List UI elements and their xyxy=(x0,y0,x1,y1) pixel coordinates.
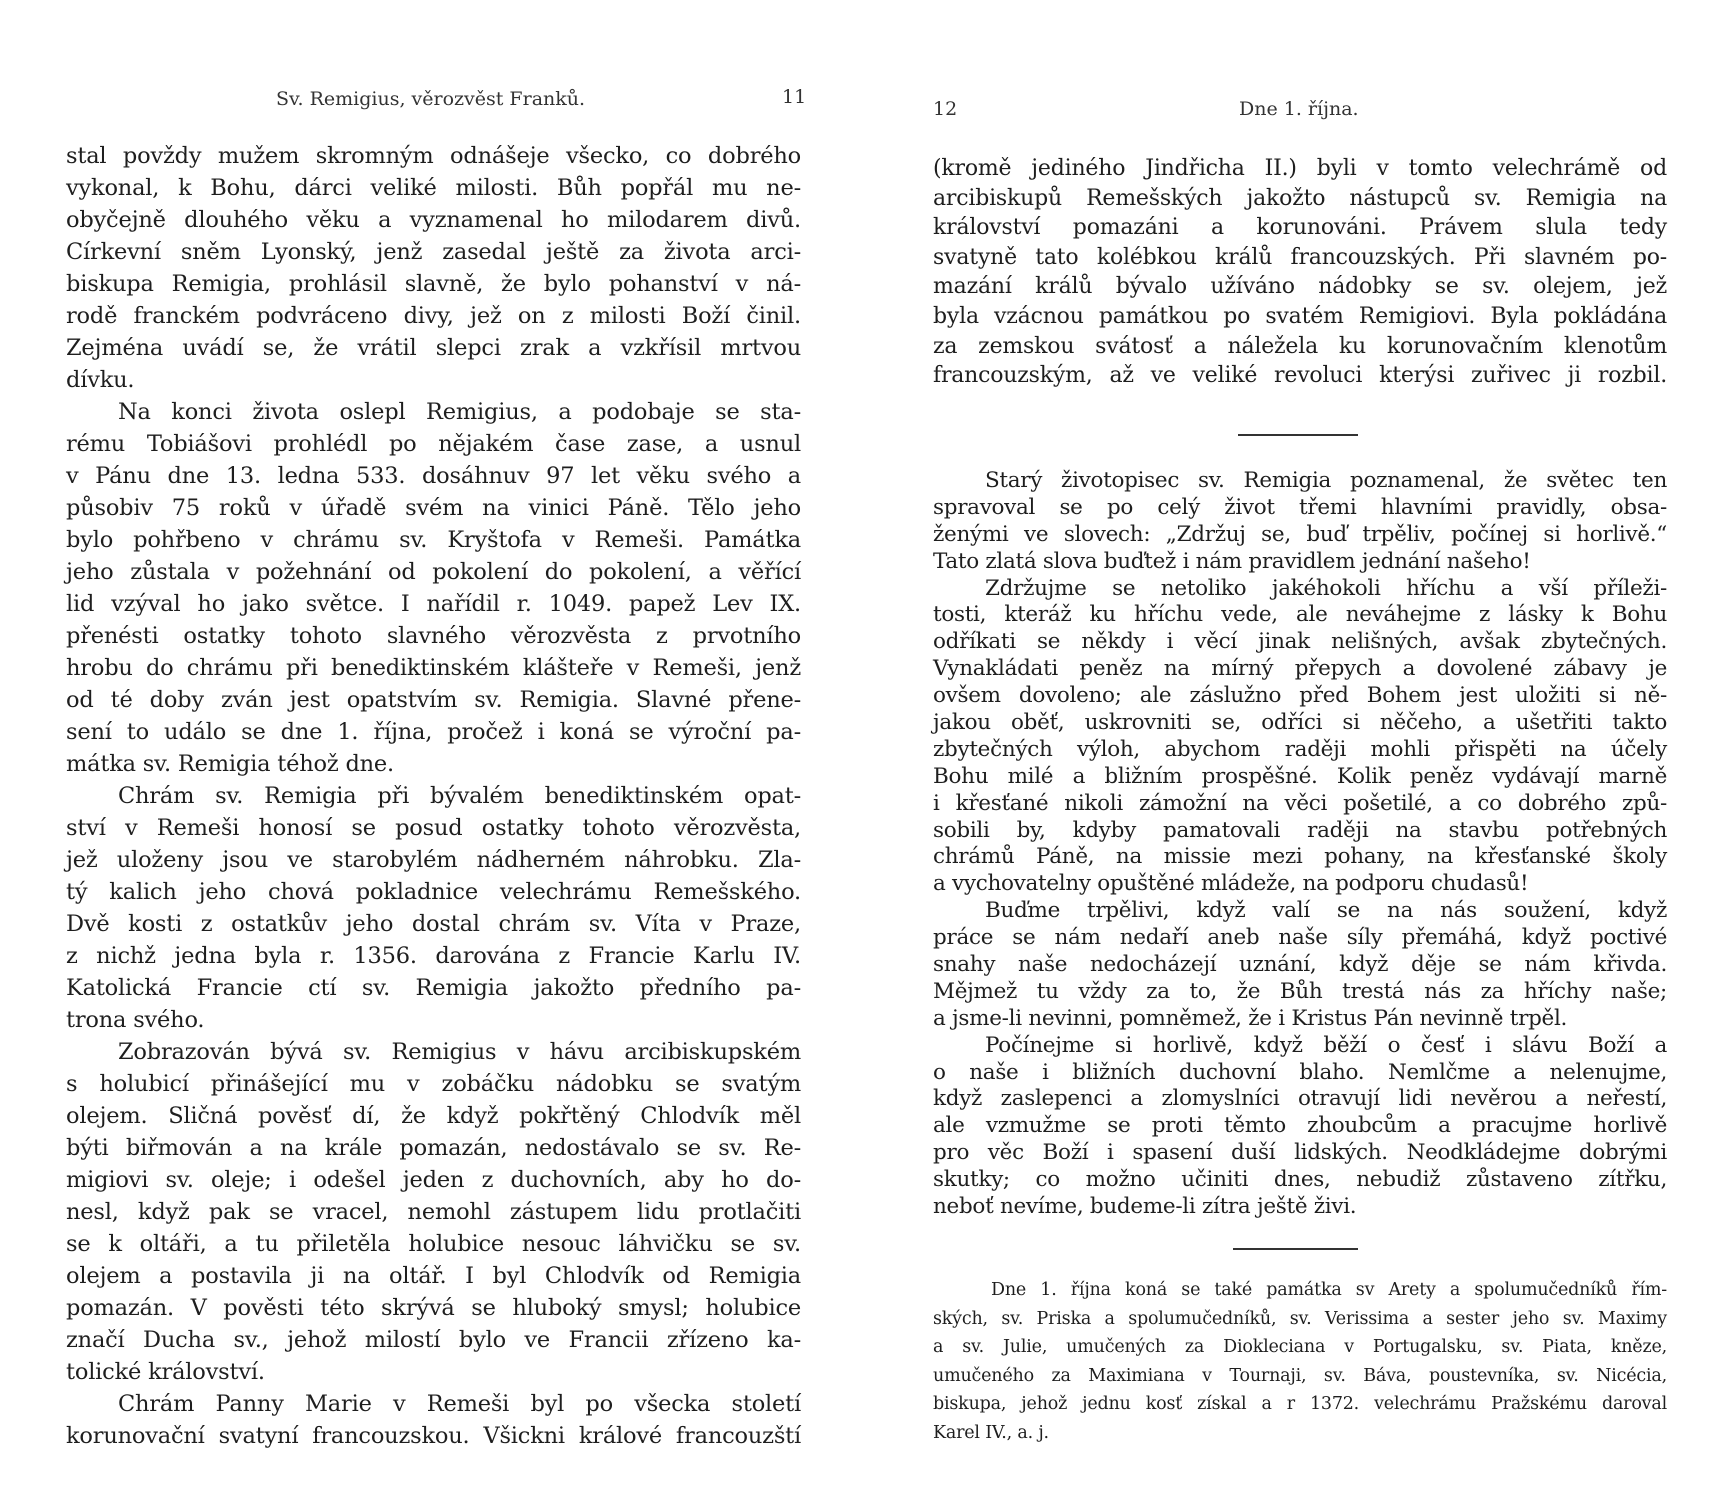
text-line: stal povždy mužem skromným odnášeje všecko, co dobrého xyxy=(66,143,801,169)
text-line: Katolická Francie ctí sv. Remigia jakožto předního pa- xyxy=(66,975,801,1001)
text-line: Počínejme si horlivě, když běží o česť i slávu Boží a xyxy=(985,1032,1667,1058)
text-line: chrámů Páně, na missie mezi pohany, na křesťanské školy xyxy=(933,844,1667,870)
text-line: království pomazáni a korunováni. Právem slula tedy xyxy=(933,215,1667,241)
text-line: Zejména uvádí se, že vrátil slepci zrak a vzkřísil mrtvou xyxy=(66,335,801,361)
page-number-left: 11 xyxy=(782,86,807,108)
text-line: přenésti ostatky tohoto slavného věrozvěsta z prvotního xyxy=(66,623,801,649)
text-line: trona svého. xyxy=(66,1007,205,1033)
text-line: v Pánu dne 13. ledna 533. dosáhnuv 97 let věku svého a xyxy=(66,463,801,489)
text-line: tolické království. xyxy=(66,1359,265,1385)
text-line: býti biřmován a na krále pomazán, nedostávalo se sv. Re- xyxy=(66,1135,801,1161)
text-line: Chrám sv. Remigia při bývalém benediktinském opat- xyxy=(118,783,801,809)
text-line: jakou oběť, uskrovniti se, odříci si něčeho, a ušetřiti takto xyxy=(933,710,1667,736)
text-line: neboť nevíme, budeme-li zítra ještě živi. xyxy=(933,1194,1357,1220)
text-line: tý kalich jeho chová pokladnice velechrámu Remešského. xyxy=(66,879,801,905)
text-line: biskupa, jehož jednu kosť získal a r 1372. velechrámu Pražskému daroval xyxy=(933,1394,1667,1415)
text-line: odříkati se někdy i věcí jinak nelišných, avšak zbytečných. xyxy=(933,629,1667,655)
text-line: pro věc Boží i spasení duší lidských. Neodkládejme dobrými xyxy=(933,1140,1667,1166)
text-line: byla vzácnou památkou po svatém Remigiovi. Byla pokládána xyxy=(933,303,1667,329)
text-line: mazání králů bývalo užíváno nádobky se sv. olejem, jež xyxy=(933,274,1667,300)
text-line: pomazán. V pověsti této skrývá se hluboký smysl; holubice xyxy=(66,1295,801,1321)
text-line: biskupa Remigia, prohlásil slavně, že bylo pohanství v ná- xyxy=(66,271,801,297)
text-line: sobili by, kdyby pamatovali raději na stavbu potřebných xyxy=(933,817,1667,843)
text-line: když zaslepenci a zlomyslníci otravují lidi nevěrou a neřestí, xyxy=(933,1086,1667,1112)
text-line: ských, sv. Priska a spolumučedníků, sv. Verissima a sester jeho sv. Maximy xyxy=(933,1308,1667,1329)
text-line: dívku. xyxy=(66,367,135,393)
text-line: rodě franckém podvráceno divy, jež on z milosti Boží činil. xyxy=(66,303,801,329)
text-line: od té doby zván jest opatstvím sv. Remigia. Slavné přene- xyxy=(66,687,801,713)
text-line: (kromě jediného Jindřicha II.) byli v tomto velechrámě od xyxy=(933,156,1667,181)
running-head-left: Sv. Remigius, věrozvěst Franků. xyxy=(276,88,586,110)
text-line: i křesťané nikoli zámožní na věci pošetilé, a co dobrého způ- xyxy=(933,790,1667,816)
text-line: migiovi sv. oleje; i odešel jeden z duchovních, aby ho do- xyxy=(66,1167,801,1193)
text-line: Dvě kosti z ostatkův jeho dostal chrám sv. Víta v Praze, xyxy=(66,911,801,937)
text-line: vykonal, k Bohu, dárci veliké milosti. Bůh popřál mu ne- xyxy=(66,175,801,201)
page-number-right: 12 xyxy=(933,98,958,120)
left-body-text xyxy=(66,140,801,1452)
right-reflection-text xyxy=(933,468,1667,1221)
text-line: z nichž jedna byla r. 1356. darována z Francie Karlu IV. xyxy=(66,943,801,969)
text-line: Zdržujme se netoliko jakéhokoli hříchu a vší příleži- xyxy=(985,575,1667,601)
text-line: Dne 1. října koná se také památka sv Arety a spolumučedníků řím- xyxy=(991,1280,1667,1300)
text-line: svatyně tato kolébkou králů francouzských. Při slavném po- xyxy=(933,244,1667,270)
text-line: rému Tobiášovi prohlédl po nějakém čase zase, a usnul xyxy=(66,431,801,457)
text-line: práce se nám nedaří aneb naše síly přemáhá, když poctivé xyxy=(933,925,1667,951)
text-line: o naše i bližních duchovní blaho. Nemlčme a nelenujme, xyxy=(933,1059,1667,1085)
text-line: olejem. Sličná pověsť dí, že když pokřtěný Chlodvík měl xyxy=(66,1103,801,1129)
text-line: Na konci života oslepl Remigius, a podobaje se sta- xyxy=(118,399,801,425)
text-line: Vynakládati peněz na mírný přepych a dovolené zábavy je xyxy=(933,656,1667,682)
text-line: značí Ducha sv., jehož milostí bylo ve Francii zřízeno ka- xyxy=(66,1327,801,1353)
section-divider xyxy=(1238,434,1358,436)
text-line: Bohu milé a bližním prospěšné. Kolik peněz vydávají marně xyxy=(933,763,1667,789)
text-line: bylo pohřbeno v chrámu sv. Kryštofa v Remeši. Památka xyxy=(66,527,801,553)
text-line: obyčejně dlouhého věku a vyznamenal ho milodarem divů. xyxy=(66,207,801,233)
footnote xyxy=(933,1276,1667,1448)
text-line: ale vzmužme se proti těmto zhoubcům a pracujme horlivě xyxy=(933,1113,1667,1139)
text-line: s holubicí přinášející mu v zobáčku nádobku se svatým xyxy=(66,1071,801,1097)
text-line: a sv. Julie, umučených za Diokleciana v Portugalsku, sv. Piata, kněze, xyxy=(933,1337,1667,1358)
running-head-right: Dne 1. října. xyxy=(1239,98,1359,120)
text-line: působiv 75 roků v úřadě svém na vinici Páně. Tělo jeho xyxy=(66,495,801,521)
text-line: Zobrazován bývá sv. Remigius v hávu arcibiskupském xyxy=(118,1039,801,1065)
footnote-divider xyxy=(1233,1248,1358,1250)
text-line: olejem a postavila ji na oltář. I byl Chlodvík od Remigia xyxy=(66,1263,801,1289)
text-line: hrobu do chrámu při benediktinském klášteře v Remeši, jenž xyxy=(66,655,801,681)
text-line: a vychovatelny opuštěné mládeže, na podporu chudasů! xyxy=(933,871,1529,897)
text-line: mátka sv. Remigia téhož dne. xyxy=(66,751,394,777)
text-line: skutky; co možno učiniti dnes, nebudiž zůstaveno zítřku, xyxy=(933,1167,1667,1193)
text-line: za zemskou svátosť a náležela ku korunovačním klenotům xyxy=(933,333,1667,359)
text-line: Tato zlatá slova buďtež i nám pravidlem jednání našeho! xyxy=(933,548,1531,574)
text-line: umučeného za Maximiana v Tournaji, sv. Báva, poustevníka, sv. Nicécia, xyxy=(933,1365,1667,1386)
text-line: tosti, kteráž ku hříchu vede, ale neváhejme z lásky k Bohu xyxy=(933,602,1667,628)
text-line: jež uloženy jsou ve starobylém nádherném náhrobku. Zla- xyxy=(66,847,801,873)
text-line: ženými ve slovech: „Zdržuj se, buď trpěliv, počínej si horlivě.“ xyxy=(933,521,1667,547)
text-line: sení to událo se dne 1. října, pročež i koná se výroční pa- xyxy=(66,719,801,745)
text-line: korunovační svatyní francouzskou. Všickni králové francouzští xyxy=(66,1423,801,1449)
text-line: zbytečných výloh, abychom raději mohli přispěti na účely xyxy=(933,736,1667,762)
text-line: lid vzýval ho jako světce. I nařídil r. 1049. papež Lev IX. xyxy=(66,591,801,617)
text-line: a jsme-li nevinni, pomněmež, že i Kristus Pán nevinně trpěl. xyxy=(933,1005,1568,1031)
text-line: se k oltáři, a tu přiletěla holubice nesouc láhvičku se sv. xyxy=(66,1231,801,1257)
text-line: spravoval se po celý život třemi hlavními pravidly, obsa- xyxy=(933,494,1667,520)
text-line: Chrám Panny Marie v Remeši byl po všecka století xyxy=(118,1391,801,1417)
text-line: arcibiskupů Remešských jakožto nástupců sv. Remigia na xyxy=(933,185,1667,211)
right-continued-text xyxy=(933,154,1667,391)
text-line: Církevní sněm Lyonský, jenž zasedal ještě za života arci- xyxy=(66,239,801,265)
text-line: Karel IV., a. j. xyxy=(933,1422,1049,1443)
text-line: Starý životopisec sv. Remigia poznamenal, že světec ten xyxy=(985,468,1667,493)
text-line: jeho zůstala v požehnání od pokolení do pokolení, a věřící xyxy=(66,559,801,585)
text-line: Buďme trpělivi, když valí se na nás soužení, když xyxy=(985,898,1667,924)
text-line: Mějmež tu vždy za to, že Bůh trestá nás za hříchy naše; xyxy=(933,978,1667,1004)
text-line: snahy naše nedocházejí uznání, když děje se nám křivda. xyxy=(933,952,1667,978)
text-line: nesl, když pak se vracel, nemohl zástupem lidu protlačiti xyxy=(66,1199,801,1225)
text-line: francouzským, až ve veliké revoluci kterýsi zuřivec ji rozbil. xyxy=(933,363,1667,389)
text-line: ství v Remeši honosí se posud ostatky tohoto věrozvěsta, xyxy=(66,815,801,841)
text-line: ovšem dovoleno; ale záslužno před Bohem jest uložiti si ně- xyxy=(933,683,1667,709)
